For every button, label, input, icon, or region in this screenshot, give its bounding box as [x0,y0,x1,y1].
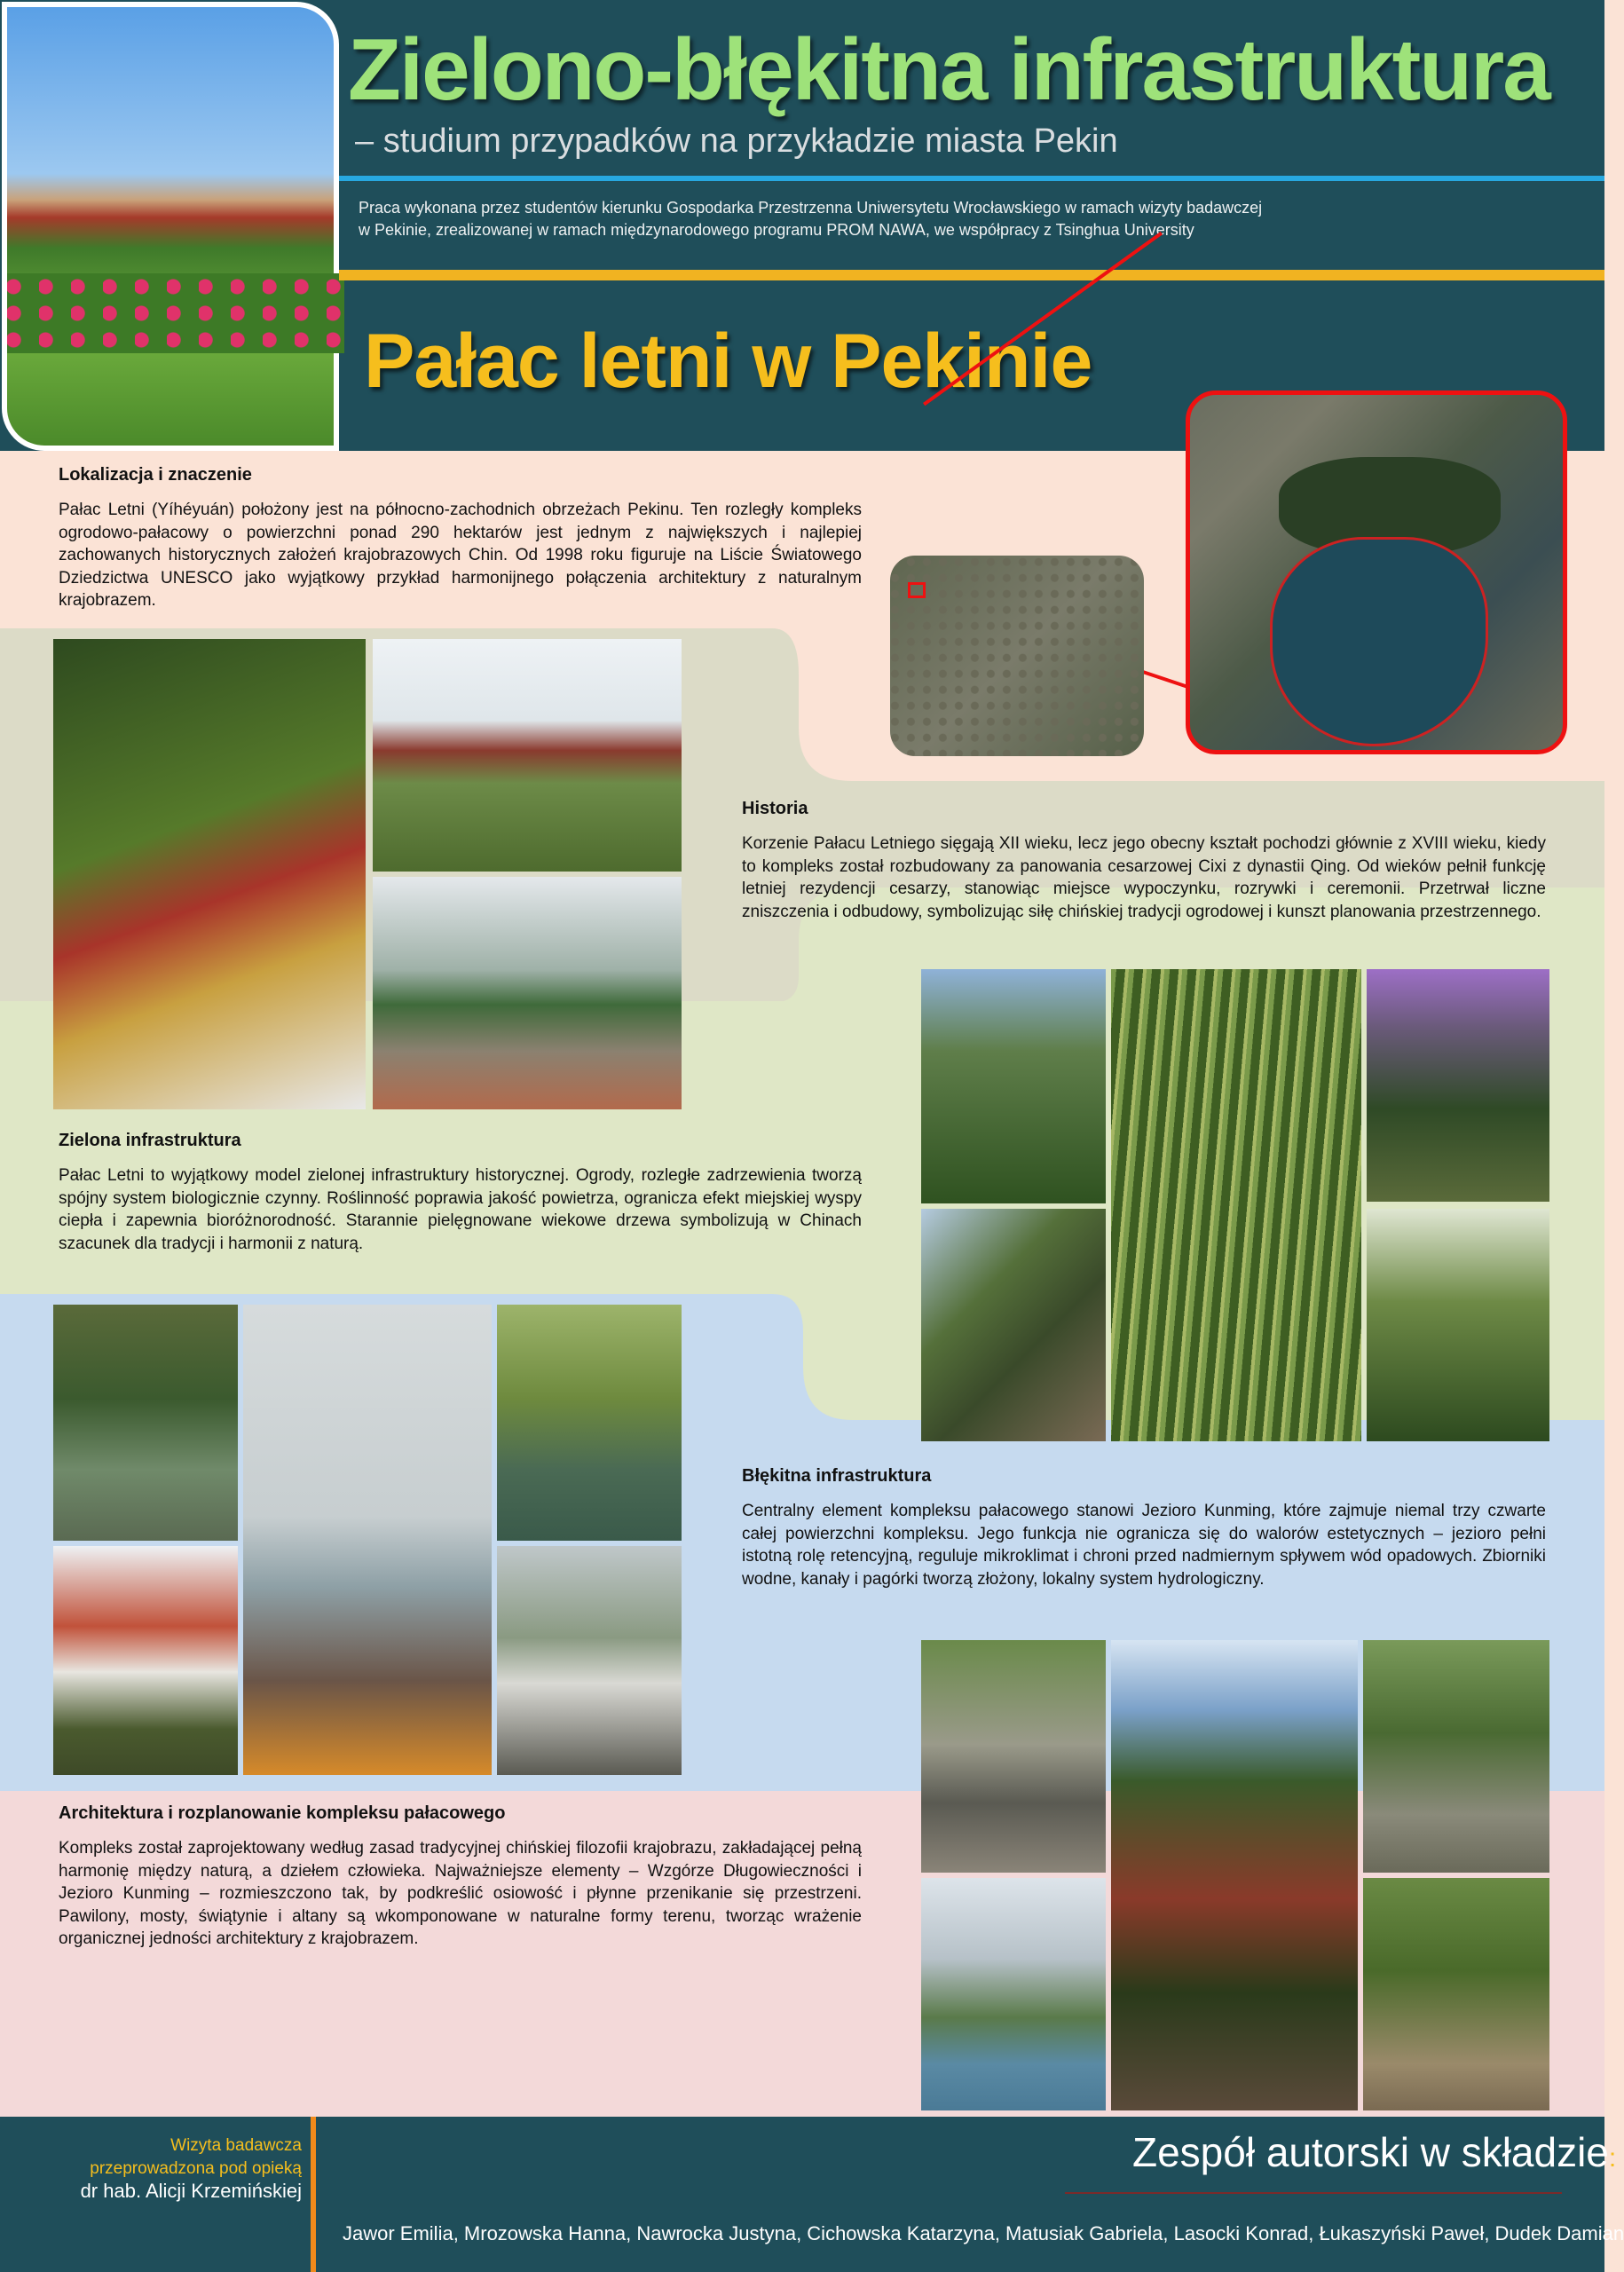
photo-wisteria-pergola [1367,969,1549,1202]
photo-pond-reeds [53,1305,238,1541]
photo-kunming-lake-view [243,1305,492,1775]
section-title-historia: Historia [742,799,808,818]
photo-stone-steps [921,1640,1106,1873]
authors-list: Jawor Emilia, Mrozowska Hanna, Nawrocka Justyna, Cichowska Katarzyna, Matusiak Gabriela, Lasocki Konrad, Łukaszyński Paweł, Dudek Damian [343,2222,1624,2244]
section-body-zielona: Pałac Letni to wyjątkowy model zielonej infrastruktury historycznej. Ogrody, rozległe zadrzewienia tworzą spójny system biologicznie czynny. Roślinność poprawia jakość powietrza, ogranicza efekt miejskiej wyspy ciepła i zapewnia bioróżnorodność. Starannie pielęgnowane wiekowe drzewa symbolizują w Chinach szacunek dla tradycji i harmonii z naturą. [59,1166,862,1253]
blue-rule [339,176,1604,181]
poster-title: Zielono-błękitna infrastruktura [348,20,1549,118]
section-title-blekitna: Błękitna infrastruktura [742,1466,932,1486]
visit-note-line-2: przeprowadzona pod opieką [90,2159,302,2178]
map-location-marker [908,582,926,598]
photo-old-tree [921,1209,1106,1441]
credits-line-1: Praca wykonana przez studentów kierunku Gospodarka Przestrzenna Uniwersytetu Wrocławskiego w ramach wizyty badawczej [359,199,1263,217]
section-title-zielona: Zielona infrastruktura [59,1131,241,1150]
credits-line-2: w Pekinie, zrealizowanej w ramach międzynarodowego programu PROM NAWA, we współpracy z Tsinghua University [359,221,1194,239]
section-body-historia: Korzenie Pałacu Letniego sięgają XII wieku, lecz jego obecny kształt pochodzi głównie z XVIII wieku, kiedy to kompleks został rozbudowany za panowania cesarzowej Cixi z dynastii Qing. Od wieków pełnił funkcję letniej rezydencji cesarzy, stanowiąc miejsce wypoczynku, rozrywki i ceremonii. Przetrwał liczne zniszczenia i odbudowy, symbolizując siłę chińskiej tradycji ogrodowej i kunszt planowania przestrzennego. [742,834,1546,921]
team-underline [1065,2192,1562,2194]
visit-note-line-1: Wizyta badawcza [170,2136,302,2155]
photo-stone-basin [53,1546,238,1775]
team-heading [1132,2128,1616,2176]
beijing-satellite-map [890,556,1144,756]
yellow-rule [339,270,1604,280]
photo-tower-pavilion [1111,1640,1358,2110]
photo-tree-alley [1363,1640,1549,1873]
photo-green-shrubs [921,969,1106,1203]
section-body-lokalizacja: Pałac Letni (Yíhéyuán) położony jest na północno-zachodnich obrzeżach Pekinu. Ten rozległy kompleks ogrodowo-pałacowy o powierzchni ponad 290 hektarów jest jednym z największych i najlepiej zachowanych historycznych założeń krajobrazowych Chin. Od 1998 roku figuruje na Liście Światowego Dziedzictwa UNESCO jako wyjątkowy przykład harmonijnego połączenia architektury z naturalnym krajobrazem. [59,501,862,611]
section-body-architektura: Kompleks został zaprojektowany według zasad tradycyjnej chińskiej filozofii krajobrazu, zakładającej pełną harmonię między naturą, a dziełem człowieka. Najważniejsze elementy – Wzgórze Długowieczności i Jezioro Kunming – rozmieszczono tak, by podkreślić osiowość i płynne przenikanie się przestrzeni. Pawilony, mosty, świątynie i altany są wkomponowane w naturalne formy terenu, tworząc wrażenie organicznej jedności architektury z krajobrazem. [59,1839,862,1949]
poster-subtitle: – studium przypadków na przykładzie miasta Pekin [355,122,1118,160]
footer-divider [311,2117,316,2272]
photo-pavilion-red-columns [53,639,366,1109]
photo-pavilion-on-rocks [373,877,682,1109]
section-body-blekitna: Centralny element kompleksu pałacowego stanowi Jezioro Kunming, które zajmuje niemal trzy czwarte całej powierzchni kompleksu. Jego funkcja nie ogranicza się do walorów estetycznych – jezioro pełni istotną rolę retencyjną, reguluje mikroklimat i chroni przed nadmiernym spływem wód opadowych. Zbiorniki wodne, kanały i pagórki tworzą złożony, lokalny system hydrologiczny. [742,1502,1546,1589]
page-heading: Pałac letni w Pekinie [364,319,1092,404]
section-title-lokalizacja: Lokalizacja i znaczenie [59,465,252,485]
photo-pagoda-lake [921,1878,1106,2110]
hero-photo-tiananmen [2,2,339,451]
photo-canal-willows [497,1305,682,1541]
photo-gate-on-hill [373,639,682,872]
summer-palace-satellite-map [1186,390,1567,754]
section-title-architektura: Architektura i rozplanowanie kompleksu pałacowego [59,1803,506,1823]
visit-note [0,2134,302,2181]
photo-stone-bridge [497,1546,682,1775]
photo-forest-path [1363,1878,1549,2110]
photo-forest-slope [1367,1209,1549,1441]
photo-bamboo-grove [1111,969,1361,1441]
supervisor-name: dr hab. Alicji Krzemińskiej [80,2180,302,2202]
team-heading-colon: : [1608,2143,1617,2173]
team-heading-text: Zespół autorski w składzie [1132,2129,1609,2175]
credits [359,197,1565,241]
